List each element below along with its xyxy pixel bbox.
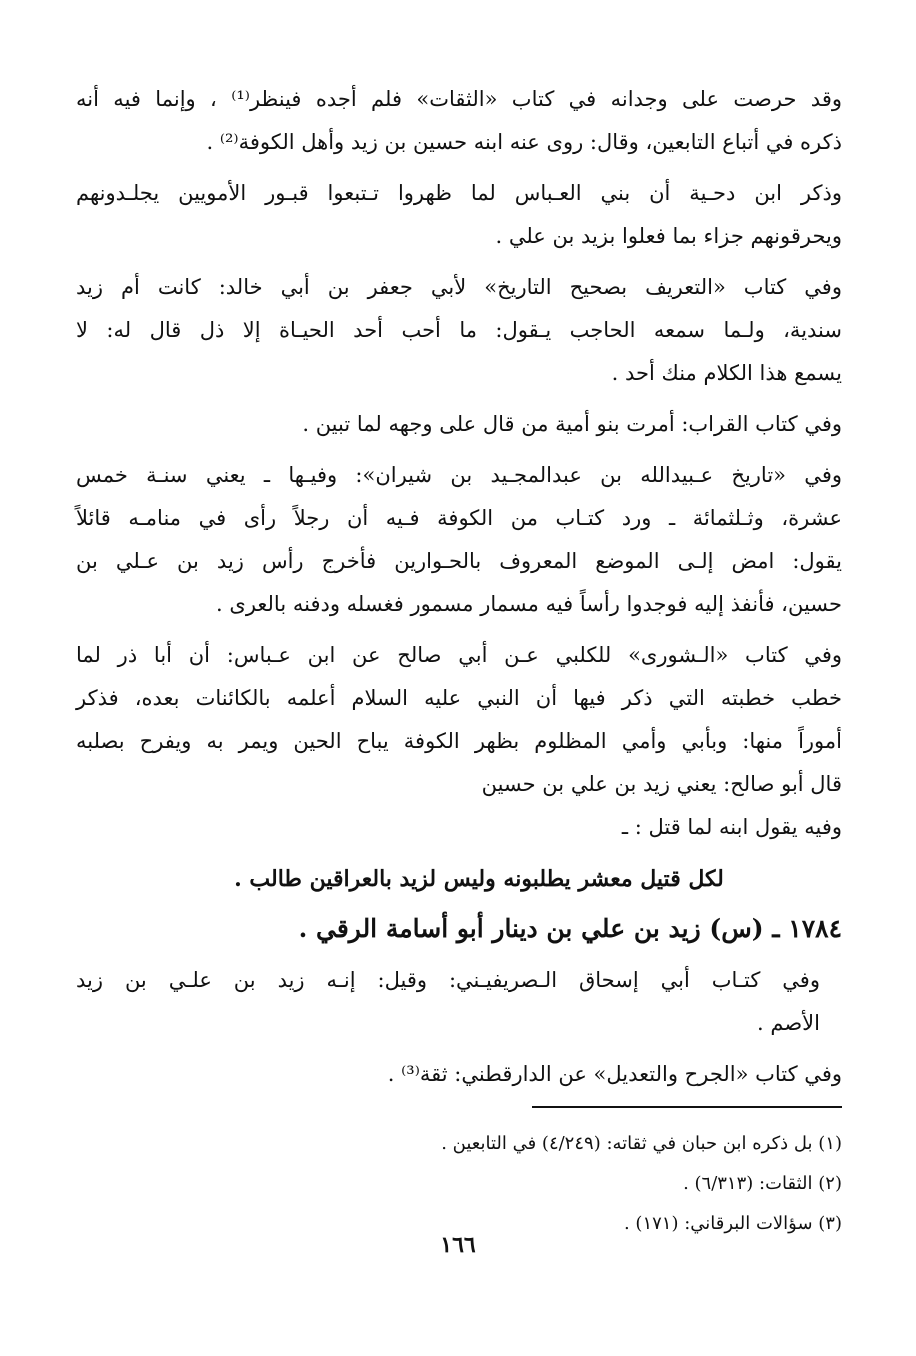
text-line: وذكر ابن دحـية أن بني العـباس لما ظهروا تـتبعوا قبـور الأمويين يجلـدونهم <box>76 181 842 205</box>
text-line: قال أبو صالح: يعني زيد بن علي بن حسين <box>481 772 842 796</box>
entry-heading: ١٧٨٤ ـ (س) زيد بن علي بن دينار أبو أسامة الرقي . <box>298 914 842 943</box>
footnote-3: (٣) سؤالات البرقاني: (١٧١) . <box>623 1213 842 1234</box>
footnote-2: (٢) الثقات: (٦/٣١٣) . <box>683 1173 842 1194</box>
text-line: حسين، فأنفذ إليه فوجدوا رأساً فيه مسمار مسمور فغسله ودفنه بالعرى . <box>216 592 842 616</box>
page-body <box>76 78 842 1244</box>
text-line: سندية، ولـما سمعه الحاجب يـقول: ما أحب أحد الحيـاة إلا ذل قال له: لا <box>76 318 842 342</box>
paragraph-5 <box>76 454 842 626</box>
text-line: ويحرقونهم جزاء بما فعلوا بزيد بن علي . <box>495 224 842 248</box>
text-line: وفي كتاب «الجرح والتعديل» عن الدارقطني: ثقة⁽³⁾ . <box>387 1062 842 1086</box>
poetry-verse: لكل قتيل معشر يطلبونه وليس لزيد بالعراقين طالب . <box>234 866 724 892</box>
entry-paragraph-1 <box>76 959 842 1045</box>
text-line: وفي كتاب «التعريف بصحيح التاريخ» لأبي جعفر بن أبي خالد: كانت أم زيد <box>76 275 842 299</box>
text-line: وقد حرصت على وجدانه في كتاب «الثقات» فلم أجده فينظر⁽¹⁾ ، وإنما فيه أنه <box>76 87 842 111</box>
footnotes <box>76 1124 842 1244</box>
text-line: وفي «تاريخ عـبيدالله بن عبدالمجـيد بن شيران»: وفيـها ـ يعني سنـة خمس <box>76 463 842 487</box>
text-line: عشرة، وثـلثمائة ـ ورد كتـاب من الكوفة فـيه أن رجلاً رأى في منامـه قائلاً <box>76 506 842 530</box>
text-line: خطب خطبته التي ذكر فيها أن النبي عليه السلام أعلمه بالكائنات بعده، فذكر <box>76 686 842 710</box>
page-number: ١٦٦ <box>440 1232 476 1258</box>
footnote-1: (١) بل ذكره ابن حبان في ثقاته: (٤/٢٤٩) في التابعين . <box>441 1133 842 1154</box>
text-line: أموراً منها: وبأبي وأمي المظلوم بظهر الكوفة يباح الحين ويمر به ويفرح بصلبه <box>76 729 842 753</box>
paragraph-6 <box>76 634 842 849</box>
text-line: يقول: امض إلـى الموضع المعروف بالحـوارين فأخرج رأس زيد بن عـلي بن <box>76 549 842 573</box>
paragraph-3 <box>76 266 842 395</box>
footnote-divider <box>532 1106 842 1108</box>
entry-paragraph-2 <box>76 1053 842 1096</box>
text-line: وفي كتاب «الـشورى» للكلبي عـن أبي صالح عن ابن عـباس: أن أبا ذر لما <box>76 643 842 667</box>
paragraph-2 <box>76 172 842 258</box>
paragraph-4 <box>76 403 842 446</box>
text-line: وفيه يقول ابنه لما قتل : ـ <box>621 815 842 839</box>
text-line: وفي كتاب القراب: أمرت بنو أمية من قال على وجهه لما تبين . <box>302 412 842 436</box>
text-line: يسمع هذا الكلام منك أحد . <box>611 361 842 385</box>
text-line: الأصم . <box>757 1011 820 1035</box>
text-line: وفي كتـاب أبي إسحاق الـصريفيـني: وقيل: إنـه زيد بن علـي بن زيد <box>76 968 820 992</box>
text-line: ذكره في أتباع التابعين، وقال: روى عنه ابنه حسين بن زيد وأهل الكوفة⁽²⁾ . <box>206 130 842 154</box>
paragraph-1 <box>76 78 842 164</box>
